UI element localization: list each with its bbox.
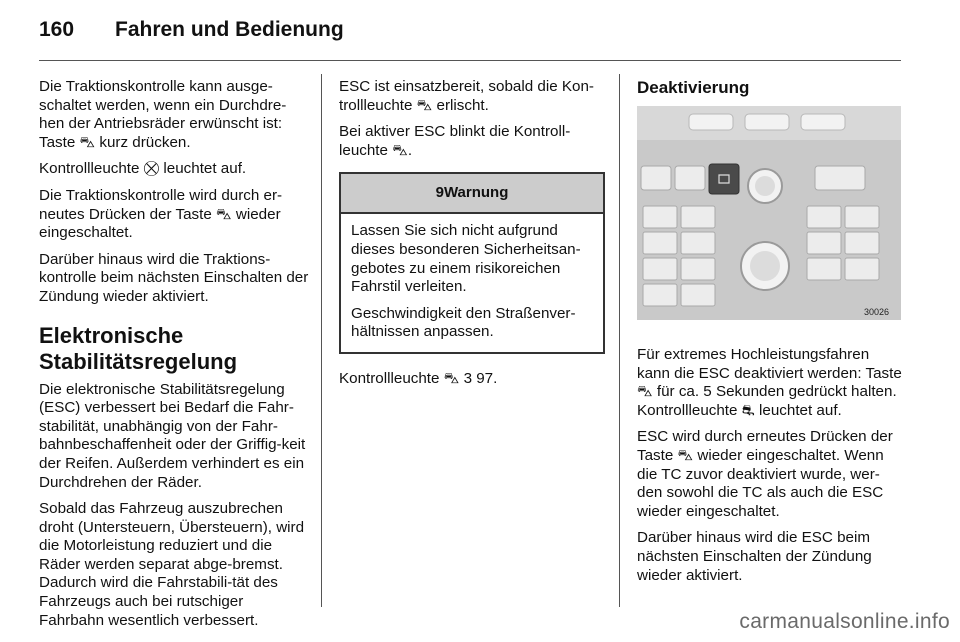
header-rule	[39, 60, 901, 61]
column-divider-1	[321, 74, 322, 607]
section-heading-esc: Elektronische Stabilitätsregelung	[39, 322, 238, 374]
dashboard-figure	[637, 106, 901, 320]
sub-heading-deactivation: Deaktivierung	[637, 78, 750, 97]
warning-body	[341, 214, 603, 352]
figure-number: 30026	[864, 307, 890, 317]
column-right	[637, 346, 905, 593]
column-divider-2	[619, 74, 620, 607]
paragraph-tc-reactivate: Darüber hinaus wird die Traktions-kontrolle beim nächsten Einschalten der Zündung wieder aktiviert.	[39, 250, 309, 305]
warning-icon: 9	[435, 184, 444, 202]
paragraph-esc-blink: Bei aktiver ESC blinkt die Kontroll-leuchte ⛍.	[339, 123, 571, 159]
paragraph-esc-intro: Die elektronische Stabilitätsregelung (ESC) verbessert bei Bedarf die Fahr-stabilität, unabhängig von der Fahr-bahnbeschaffenheit oder der Griffig-keit der Reifen. Außerdem verhindert es ein Durchdrehen der Räder.	[39, 380, 306, 491]
paragraph-esc-lamp-ref: Kontrollleuchte ⛍ 3 97.	[339, 369, 498, 387]
paragraph-esc-ready: ESC ist einsatzbereit, sobald die Kon-trollleuchte ⛍ erlischt.	[339, 78, 594, 114]
paragraph-tc-lamp: Kontrollleuchte ⛒ leuchtet auf.	[39, 160, 247, 178]
paragraph-ignition-reset: Darüber hinaus wird die ESC beim nächsten Einschalten der Zündung wieder aktiviert.	[637, 529, 872, 584]
warning-text-1: Lassen Sie sich nicht aufgrund dieses besonderen Sicherheitsan-gebotes zu einem risikoreichen Fahrstil verleiten.	[351, 222, 581, 296]
page-number: 160	[39, 18, 75, 41]
warning-text-2: Geschwindigkeit den Straßenver-hältnissen anpassen.	[351, 304, 576, 341]
paragraph-deactivate: Für extremes Hochleistungsfahren kann die ESC deaktiviert werden: Taste ⛍ für ca. 5 Sekunden gedrückt halten. Kontrollleuchte ⛐ leuchtet auf.	[637, 346, 902, 419]
warning-header	[341, 174, 603, 214]
column-middle	[339, 78, 605, 397]
watermark: carmanualsonline.info	[739, 610, 950, 633]
esc-button	[709, 164, 739, 194]
column-left	[39, 78, 309, 638]
page-title: Fahren und Bedienung	[115, 18, 344, 41]
center-console-illustration	[637, 106, 901, 320]
paragraph-reactivate: ESC wird durch erneutes Drücken der Taste ⛍ wieder eingeschaltet. Wenn die TC zuvor deaktiviert wurde, wer-den sowohl die TC als auch die ESC wieder eingeschaltet.	[637, 428, 893, 520]
warning-box	[339, 172, 605, 354]
paragraph-tc-off: Die Traktionskontrolle kann ausge-schaltet werden, wenn ein Durchdre-hen der Antriebsräder erwünscht ist: Taste ⛍ kurz drücken.	[39, 78, 287, 151]
paragraph-esc-function: Sobald das Fahrzeug auszubrechen droht (Untersteuern, Übersteuern), wird die Motorleistung reduziert und die Räder werden separat abge-bremst. Dadurch wird die Fahrstabili-tät des Fahrzeugs auch bei rutschiger Fahrbahn wesentlich verbessert.	[39, 500, 305, 629]
paragraph-tc-on: Die Traktionskontrolle wird durch er-neutes Drücken der Taste ⛍ wieder eingeschaltet.	[39, 186, 283, 242]
warning-label: Warnung	[443, 184, 509, 202]
